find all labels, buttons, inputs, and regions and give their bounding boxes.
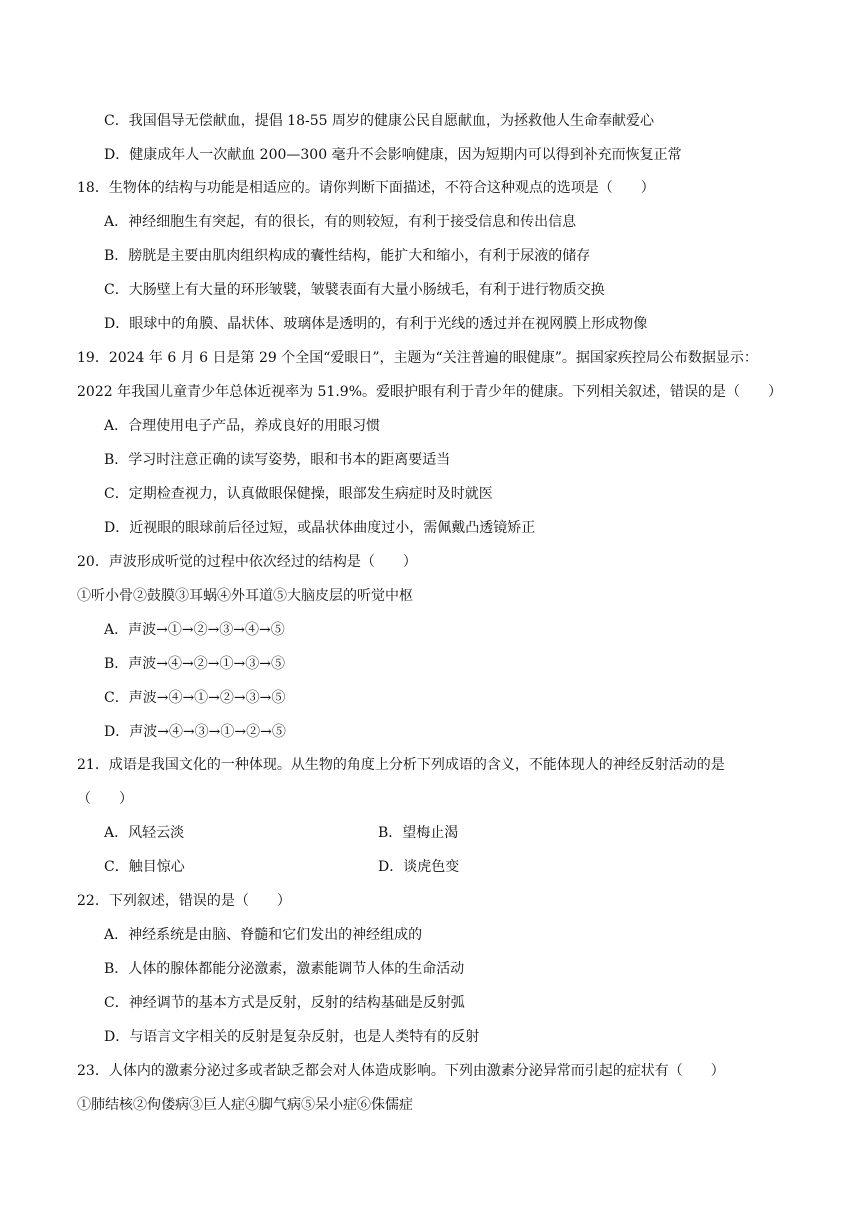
question-18: 18．生物体的结构与功能是相适应的。请你判断下面描述，不符合这种观点的选项是（ ） (77, 180, 655, 196)
q20-option-a: A．声波→①→②→③→④→⑤ (104, 622, 285, 638)
q19-option-b: B．学习时注意正确的读写姿势，眼和书本的距离要适当 (104, 452, 451, 468)
question-21: 21．成语是我国文化的一种体现。从生物的角度上分析下列成语的含义，不能体现人的神经反射活动的是 (77, 757, 725, 773)
q21-option-d: D．谈虎色变 (378, 859, 460, 875)
q21-option-a: A．风轻云淡 (104, 825, 185, 841)
question-19-continued: 2022 年我国儿童青少年总体近视率为 51.9%。爱眼护眼有利于青少年的健康。下列相关叙述，错误的是（ ） (77, 384, 783, 400)
q19-option-c: C．定期检查视力，认真做眼保健操，眼部发生病症时及时就医 (104, 486, 493, 502)
q22-option-c: C．神经调节的基本方式是反射，反射的结构基础是反射弧 (104, 995, 465, 1011)
question-19: 19．2024 年 6 月 6 日是第 29 个全国“爱眼日”，主题为“关注普遍的眼健康”。据国家疾控局公布数据显示： (77, 350, 758, 366)
question-20: 20．声波形成听觉的过程中依次经过的结构是（ ） (77, 554, 417, 570)
q17-option-d: D．健康成年人一次献血 200—300 毫升不会影响健康，因为短期内可以得到补充而恢复正常 (104, 147, 682, 163)
q23-statements: ①肺结核②佝偻病③巨人症④脚气病⑤呆小症⑥侏儒症 (77, 1097, 413, 1113)
q20-option-b: B．声波→④→②→①→③→⑤ (104, 656, 285, 672)
q22-option-d: D．与语言文字相关的反射是复杂反射，也是人类特有的反射 (104, 1029, 480, 1045)
q22-option-b: B．人体的腺体都能分泌激素，激素能调节人体的生命活动 (104, 961, 465, 977)
q22-option-a: A．神经系统是由脑、脊髓和它们发出的神经组成的 (104, 927, 423, 943)
q19-option-a: A．合理使用电子产品，养成良好的用眼习惯 (104, 418, 381, 434)
q21-option-b: B．望梅止渴 (378, 825, 459, 841)
q17-option-c: C．我国倡导无偿献血，提倡 18-55 周岁的健康公民自愿献血，为拯救他人生命奉献爱心 (104, 113, 654, 129)
question-22: 22．下列叙述，错误的是（ ） (77, 893, 291, 909)
question-23: 23．人体内的激素分泌过多或者缺乏都会对人体造成影响。下列由激素分泌异常而引起的症状有（ ） (77, 1063, 725, 1079)
q18-option-d: D．眼球中的角膜、晶状体、玻璃体是透明的，有利于光线的透过并在视网膜上形成物像 (104, 316, 648, 332)
q19-option-d: D．近视眼的眼球前后径过短，或晶状体曲度过小，需佩戴凸透镜矫正 (104, 520, 536, 536)
q18-option-c: C．大肠壁上有大量的环形皱襞，皱襞表面有大量小肠绒毛，有利于进行物质交换 (104, 282, 605, 298)
q21-option-c: C．触目惊心 (104, 859, 185, 875)
q18-option-a: A．神经细胞生有突起，有的很长，有的则较短，有利于接受信息和传出信息 (104, 214, 577, 230)
q20-option-c: C．声波→④→①→②→③→⑤ (104, 690, 286, 706)
q20-statements: ①听小骨②鼓膜③耳蜗④外耳道⑤大脑皮层的听觉中枢 (77, 588, 413, 604)
question-21-continued: （ ） (77, 791, 133, 807)
q20-option-d: D．声波→④→③→①→②→⑤ (104, 724, 286, 740)
q18-option-b: B．膀胱是主要由肌肉组织构成的囊性结构，能扩大和缩小，有利于尿液的储存 (104, 248, 591, 264)
